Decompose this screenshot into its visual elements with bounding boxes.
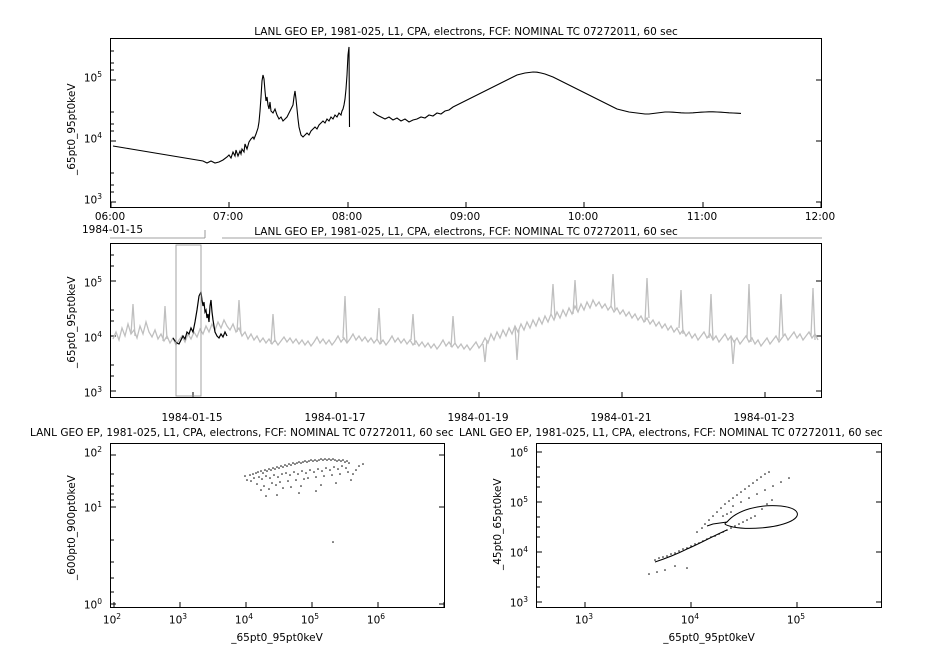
panel-bottom-left-xlabel: _65pt0_95pt0keV	[231, 632, 323, 644]
panel-top-xtick-6: 12:00	[804, 211, 836, 223]
panel-top-xtick-0: 06:00	[94, 211, 126, 223]
panel-middle-xtick-3: 1984-01-21	[590, 412, 652, 424]
panel-br-plot	[537, 444, 881, 607]
panel-top-xtick-date: 1984-01-15	[82, 224, 144, 236]
panel-bl-xtick-1: $10^3$	[168, 612, 188, 627]
panel-br-ytick-1e5: $10^5$	[509, 495, 528, 510]
panel-top-ytick-1e5: $10^5$	[83, 70, 102, 85]
panel-br-ytick-1e6: $10^6$	[509, 445, 528, 460]
panel-top-xtick-1: 07:00	[212, 211, 244, 223]
panel-top-title: LANL GEO EP, 1981-025, L1, CPA, electrons, FCF: NOMINAL TC 07272011, 60 sec	[254, 26, 678, 38]
panel-bl-xtick-2: $10^4$	[234, 612, 254, 627]
panel-middle-title: LANL GEO EP, 1981-025, L1, CPA, electrons, FCF: NOMINAL TC 07272011, 60 sec	[254, 226, 678, 238]
panel-bottom-left-title: LANL GEO EP, 1981-025, L1, CPA, electrons, FCF: NOMINAL TC 07272011, 60 sec	[30, 427, 454, 439]
panel-middle-xtick-0: 1984-01-15	[161, 412, 223, 424]
panel-br-xtick-1: $10^4$	[680, 612, 700, 627]
panel-bottom-left-axes	[110, 443, 445, 608]
panel-bl-ytick-1e1: $10^1$	[83, 500, 102, 515]
panel-middle-xtick-1: 1984-01-17	[304, 412, 366, 424]
panel-bottom-right-xlabel: _65pt0_95pt0keV	[663, 632, 755, 644]
panel-middle-ytick-1e3: $10^3$	[83, 385, 102, 400]
panel-middle-xtick-2: 1984-01-19	[447, 412, 509, 424]
panel-top-xtick-5: 11:00	[686, 211, 718, 223]
panel-bl-xtick-0: $10^2$	[102, 612, 122, 627]
panel-top-ytick-1e3: $10^3$	[83, 192, 102, 207]
panel-br-ytick-1e3: $10^3$	[509, 595, 528, 610]
panel-top-ylabel: _65pt0_95pt0keV	[66, 83, 78, 175]
panel-top-xtick-4: 10:00	[567, 211, 599, 223]
panel-bottom-right-title: LANL GEO EP, 1981-025, L1, CPA, electrons, FCF: NOMINAL TC 07272011, 60 sec	[459, 427, 883, 439]
panel-br-xtick-0: $10^3$	[574, 612, 594, 627]
panel-middle-plot	[111, 244, 821, 397]
panel-middle-ylabel: _65pt0_95pt0keV	[66, 276, 78, 368]
panel-bl-ytick-1e2: $10^2$	[83, 445, 102, 460]
panel-top-xtick-3: 09:00	[449, 211, 481, 223]
panel-bottom-left-ylabel: _600pt0_900pt0keV	[66, 475, 78, 580]
panel-middle-ytick-1e5: $10^5$	[83, 275, 102, 290]
panel-top-plot	[111, 39, 821, 207]
panel-top-ytick-1e4: $10^4$	[83, 131, 102, 146]
panel-bottom-right-ylabel: _45pt0_65pt0keV	[492, 478, 504, 570]
panel-bottom-right-axes	[536, 443, 882, 608]
panel-middle-axes	[110, 243, 822, 398]
panel-top-xtick-2: 08:00	[331, 211, 363, 223]
panel-top-axes	[110, 38, 822, 208]
panel-bl-xtick-4: $10^6$	[366, 612, 386, 627]
panel-bl-xtick-3: $10^5$	[300, 612, 320, 627]
panel-middle-ytick-1e4: $10^4$	[83, 330, 102, 345]
panel-bl-ytick-1e0: $10^0$	[83, 597, 102, 612]
panel-bl-plot	[111, 444, 444, 607]
panel-middle-xtick-4: 1984-01-23	[733, 412, 795, 424]
panel-br-xtick-2: $10^5$	[786, 612, 806, 627]
panel-br-ytick-1e4: $10^4$	[509, 545, 528, 560]
